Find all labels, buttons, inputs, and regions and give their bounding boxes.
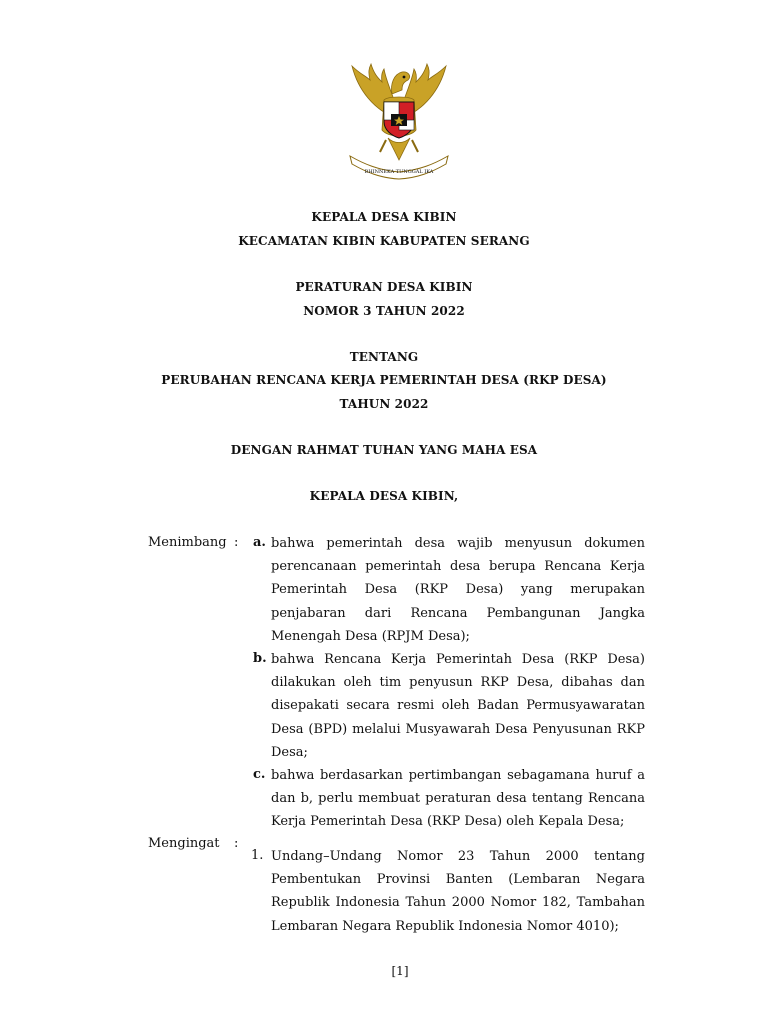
about-heading: TENTANG — [349, 350, 419, 364]
subject-line-1: PERUBAHAN RENCANA KERJA PEMERINTAH DESA (RKP DESA) — [161, 373, 607, 387]
menimbang-item-marker: a. — [253, 535, 266, 550]
garuda-pancasila-emblem-icon — [344, 60, 454, 185]
mengingat-label: Mengingat — [148, 836, 220, 851]
menimbang-item-text: bahwa Rencana Kerja Pemerintah Desa (RKP Desa) dilakukan oleh tim penyusun RKP Desa, dibahas dan disepakati secara resmi oleh Badan Permusyawaratan Desa (BPD) melalui Musyawarah Desa Penyusunan RKP Desa; — [271, 652, 645, 760]
issuer-subtitle: KECAMATAN KIBIN KABUPATEN SERANG — [238, 234, 530, 248]
emblem-motto: BHINNEKA TUNGGAL IKA — [364, 169, 434, 175]
menimbang-item-text: bahwa pemerintah desa wajib menyusun dokumen perencanaan pemerintah desa berupa Rencana Kerja Pemerintah Desa (RKP Desa) yang merupakan penjabaran dari Rencana Pembangunan Jangka Menengah Desa (RPJM Desa); — [271, 536, 645, 644]
issuer-title: KEPALA DESA KIBIN — [311, 210, 457, 224]
subject-line-2: TAHUN 2022 — [339, 397, 429, 411]
page-number: [1] — [391, 964, 409, 978]
regulation-title: PERATURAN DESA KIBIN — [295, 280, 473, 294]
menimbang-label: Menimbang — [148, 535, 227, 550]
invocation: DENGAN RAHMAT TUHAN YANG MAHA ESA — [230, 443, 538, 457]
mengingat-colon: : — [234, 836, 239, 851]
mengingat-item-text: Undang–Undang Nomor 23 Tahun 2000 tentang Pembentukan Provinsi Banten (Lembaran Negara Republik Indonesia Tahun 2000 Nomor 182, Tambahan Lembaran Negara Republik Indonesia Nomor 4010); — [271, 849, 645, 934]
mengingat-item-marker: 1. — [251, 848, 264, 863]
menimbang-item-marker: b. — [253, 651, 267, 666]
regulation-number: NOMOR 3 TAHUN 2022 — [303, 304, 465, 318]
menimbang-colon: : — [234, 535, 239, 550]
menimbang-item-text: bahwa berdasarkan pertimbangan sebagamana huruf a dan b, perlu membuat peraturan desa tentang Rencana Kerja Pemerintah Desa (RKP Desa) oleh Kepala Desa; — [271, 768, 645, 830]
authority-line: KEPALA DESA KIBIN, — [309, 489, 459, 503]
menimbang-item-marker: c. — [253, 767, 266, 782]
